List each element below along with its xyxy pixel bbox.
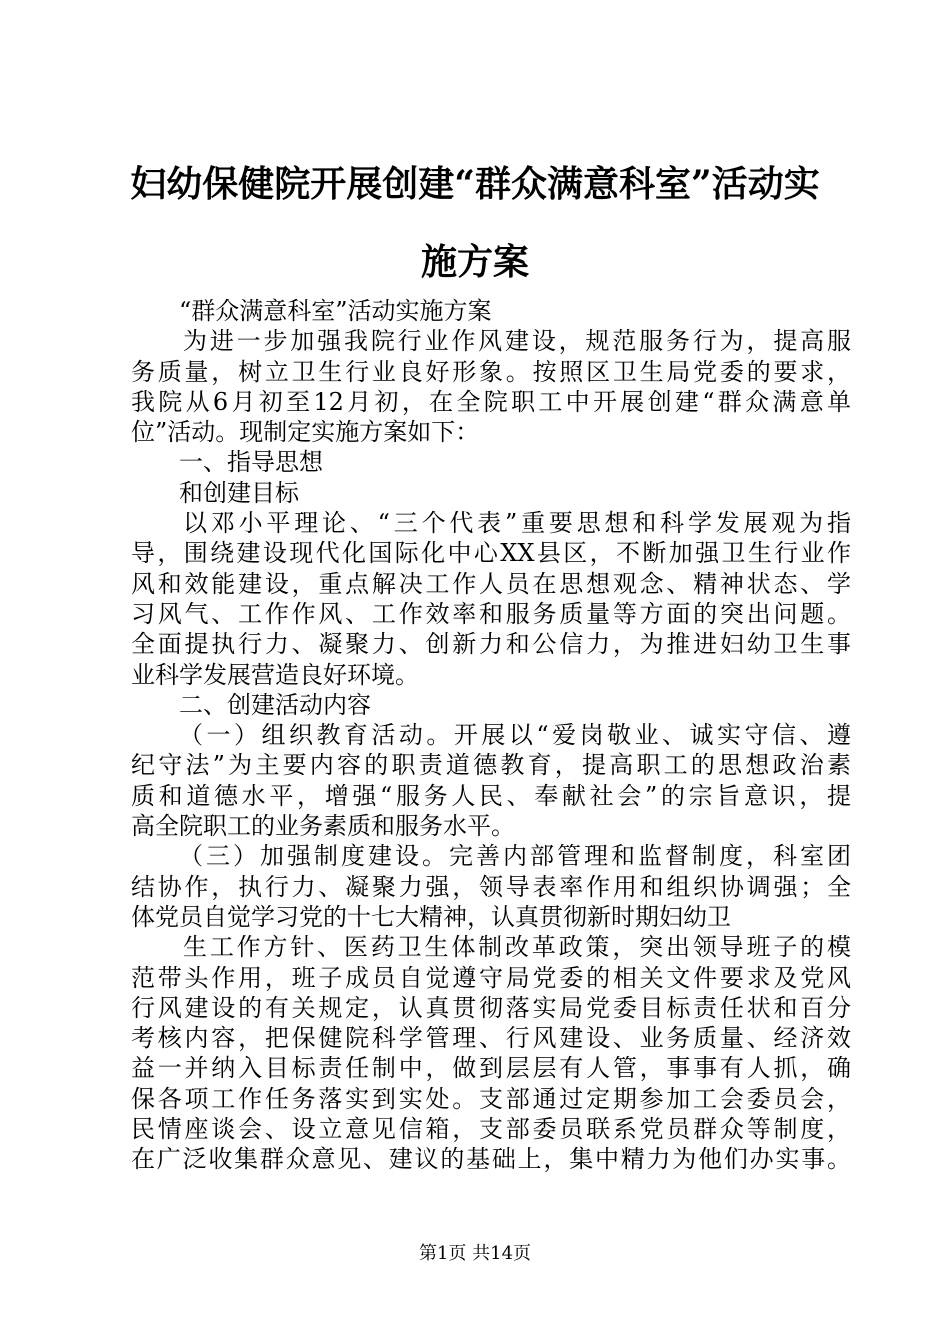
paragraph-line: 纪守法”为主要内容的职责道德教育，提高职工的思想政治素 — [131, 751, 851, 780]
paragraph-line: 我院从6月初至12月初，在全院职工中开展创建“群众满意单 — [131, 387, 851, 416]
document-body — [131, 296, 851, 1175]
paragraph-line: 业科学发展营造良好环境。 — [131, 660, 419, 689]
paragraph-line: 务质量，树立卫生行业良好形象。按照区卫生局党委的要求， — [131, 357, 851, 386]
paragraph-line: （一）组织教育活动。开展以“爱岗敬业、诚实守信、遵 — [179, 721, 851, 750]
paragraph-line: 行风建设的有关规定，认真贯彻落实局党委目标责任状和百分 — [131, 993, 851, 1022]
paragraph-line: 为进一步加强我院行业作风建设，规范服务行为，提高服 — [183, 327, 851, 356]
paragraph-line: 高全院职工的业务素质和服务水平。 — [131, 812, 515, 841]
paragraph-line: 生工作方针、医药卫生体制改革政策，突出领导班子的模 — [183, 933, 851, 962]
paragraph-line: 在广泛收集群众意见、建议的基础上，集中精力为他们办实事。 — [131, 1145, 851, 1174]
document-title-line-1: 妇幼保健院开展创建“群众满意科室”活动实 — [130, 163, 820, 205]
page-number-footer: 第1页 共14页 — [418, 1243, 532, 1264]
document-title-line-2: 施方案 — [420, 241, 529, 283]
paragraph-line: 质和道德水平，增强“服务人民、奉献社会”的宗旨意识，提 — [131, 781, 851, 810]
document-subtitle: “群众满意科室”活动实施方案 — [179, 297, 492, 325]
section-heading: 和创建目标 — [179, 478, 299, 507]
paragraph-line: 以邓小平理论、“三个代表”重要思想和科学发展观为指 — [183, 509, 851, 538]
paragraph-line: 风和效能建设，重点解决工作人员在思想观念、精神状态、学 — [131, 569, 851, 598]
paragraph-line: 范带头作用，班子成员自觉遵守局党委的相关文件要求及党风 — [131, 963, 851, 992]
paragraph-line: （三）加强制度建设。完善内部管理和监督制度，科室团 — [179, 842, 851, 871]
paragraph-line: 导，围绕建设现代化国际化中心XX县区，不断加强卫生行业作 — [131, 539, 851, 568]
paragraph-line: 位”活动。现制定实施方案如下： — [131, 418, 480, 447]
section-heading: 一、指导思想 — [179, 448, 323, 477]
paragraph-line: 结协作，执行力、凝聚力强，领导表率作用和组织协调强；全 — [131, 872, 851, 901]
paragraph-line: 体党员自觉学习党的十七大精神，认真贯彻新时期妇幼卫 — [131, 902, 731, 931]
paragraph-line: 考核内容，把保健院科学管理、行风建设、业务质量、经济效 — [131, 1024, 851, 1053]
paragraph-line: 习风气、工作作风、工作效率和服务质量等方面的突出问题。 — [131, 599, 851, 628]
paragraph-line: 益一并纳入目标责任制中，做到层层有人管，事事有人抓，确 — [131, 1054, 851, 1083]
paragraph-line: 全面提执行力、凝聚力、创新力和公信力，为推进妇幼卫生事 — [131, 630, 851, 659]
section-heading: 二、创建活动内容 — [179, 690, 371, 719]
paragraph-line: 保各项工作任务落实到实处。支部通过定期参加工会委员会， — [131, 1084, 851, 1113]
paragraph-line: 民情座谈会、设立意见信箱，支部委员联系党员群众等制度， — [131, 1115, 851, 1144]
